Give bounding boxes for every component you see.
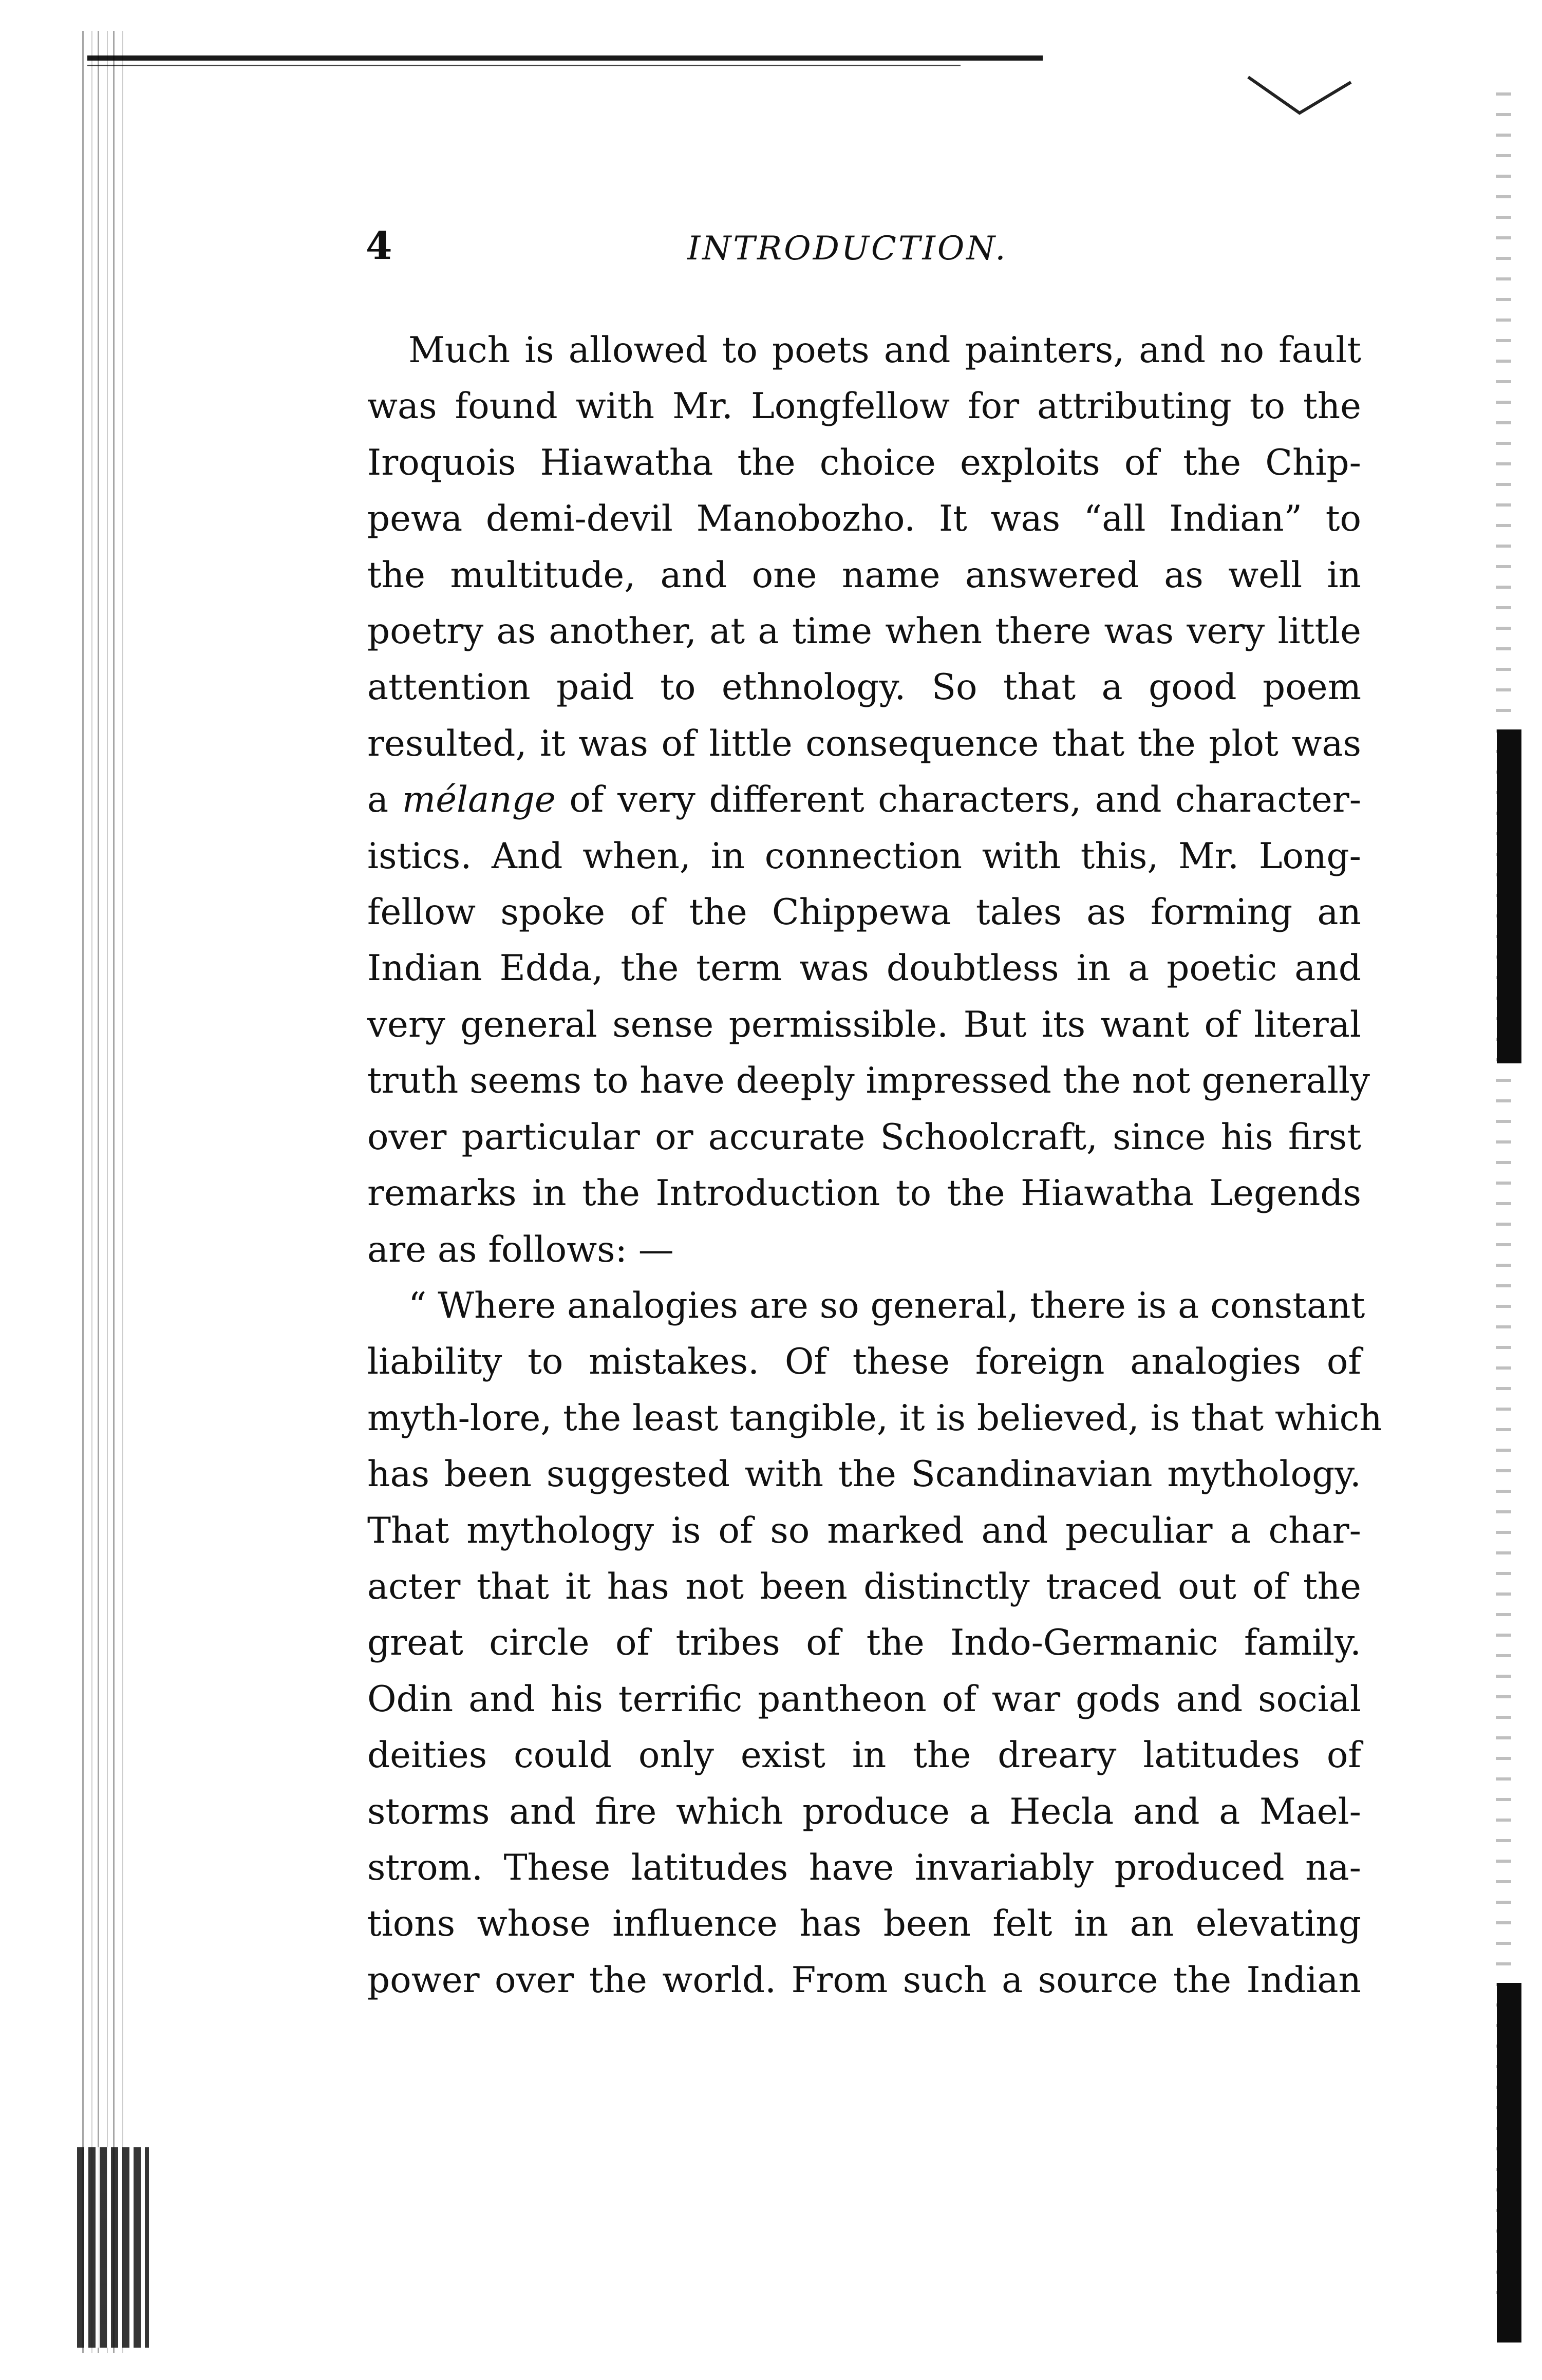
scan-left-edge bbox=[77, 31, 123, 2353]
text-line: resulted, it was of little consequence that the plot was bbox=[367, 723, 1361, 764]
text-line: istics. And when, in connection with this, Mr. Long- bbox=[367, 835, 1361, 877]
text-line: truth seems to have deeply impressed the not generally bbox=[367, 1060, 1370, 1102]
scan-top-rule-thin bbox=[87, 65, 961, 66]
text-line: strom. These latitudes have invariably produced na- bbox=[367, 1847, 1361, 1888]
text-line: myth-lore, the least tangible, it is believed, is that which bbox=[367, 1397, 1382, 1439]
text-line: deities could only exist in the dreary latitudes of bbox=[367, 1735, 1361, 1776]
text-line: “ Where analogies are so general, there is a constant bbox=[408, 1285, 1365, 1326]
text-fragment: of very different characters, and character- bbox=[569, 779, 1362, 821]
text-line: liability to mistakes. Of these foreign analogies of bbox=[367, 1341, 1361, 1383]
text-line: the multitude, and one name answered as well in bbox=[367, 554, 1361, 596]
text-line: Odin and his terrific pantheon of war gods and social bbox=[367, 1678, 1361, 1720]
scan-left-edge-dark bbox=[77, 2147, 149, 2348]
italic-word: mélange bbox=[402, 779, 556, 821]
paragraph-1 bbox=[367, 323, 1370, 1278]
text-line: Much is allowed to poets and painters, and no fault bbox=[408, 330, 1361, 371]
text-line: was found with Mr. Longfellow for attributing to the bbox=[367, 386, 1361, 427]
scan-right-bar-upper bbox=[1497, 729, 1521, 1063]
text-line: Iroquois Hiawatha the choice exploits of the Chip- bbox=[367, 442, 1361, 483]
running-title: INTRODUCTION. bbox=[687, 230, 1008, 268]
text-line: are as follows: — bbox=[367, 1229, 674, 1270]
text-line: storms and fire which produce a Hecla and a Mael- bbox=[367, 1791, 1361, 1832]
v-mark-icon bbox=[1243, 72, 1356, 118]
text-line: great circle of tribes of the Indo-Germanic family. bbox=[367, 1622, 1361, 1664]
text-line: That mythology is of so marked and peculiar a char- bbox=[367, 1510, 1361, 1551]
scan-right-bar-lower bbox=[1497, 1983, 1521, 2342]
text-line: poetry as another, at a time when there was very little bbox=[367, 611, 1361, 652]
text-line: acter that it has not been distinctly traced out of the bbox=[367, 1566, 1361, 1607]
text-line: very general sense permissible. But its want of literal bbox=[367, 1004, 1361, 1045]
text-line bbox=[367, 772, 1361, 828]
text-line: has been suggested with the Scandinavian mythology. bbox=[367, 1454, 1361, 1495]
text-line: pewa demi-devil Manobozho. It was “all Indian” to bbox=[367, 498, 1361, 540]
scan-right-edge bbox=[1496, 92, 1511, 2301]
text-line: power over the world. From such a source the Indian bbox=[367, 1959, 1361, 2001]
text-line: fellow spoke of the Chippewa tales as forming an bbox=[367, 892, 1361, 933]
text-line: over particular or accurate Schoolcraft, since his first bbox=[367, 1116, 1361, 1158]
text-line: tions whose influence has been felt in an elevating bbox=[367, 1903, 1361, 1945]
scan-top-rule bbox=[87, 55, 1043, 61]
text-line: attention paid to ethnology. So that a good poem bbox=[367, 667, 1361, 708]
paragraph-2 bbox=[367, 1278, 1382, 2009]
text-line: Indian Edda, the term was doubtless in a poetic and bbox=[367, 948, 1361, 989]
text-fragment: a bbox=[367, 779, 389, 821]
body-text bbox=[367, 323, 1382, 2009]
page-number: 4 bbox=[366, 224, 392, 268]
text-line: remarks in the Introduction to the Hiawatha Legends bbox=[367, 1173, 1361, 1214]
